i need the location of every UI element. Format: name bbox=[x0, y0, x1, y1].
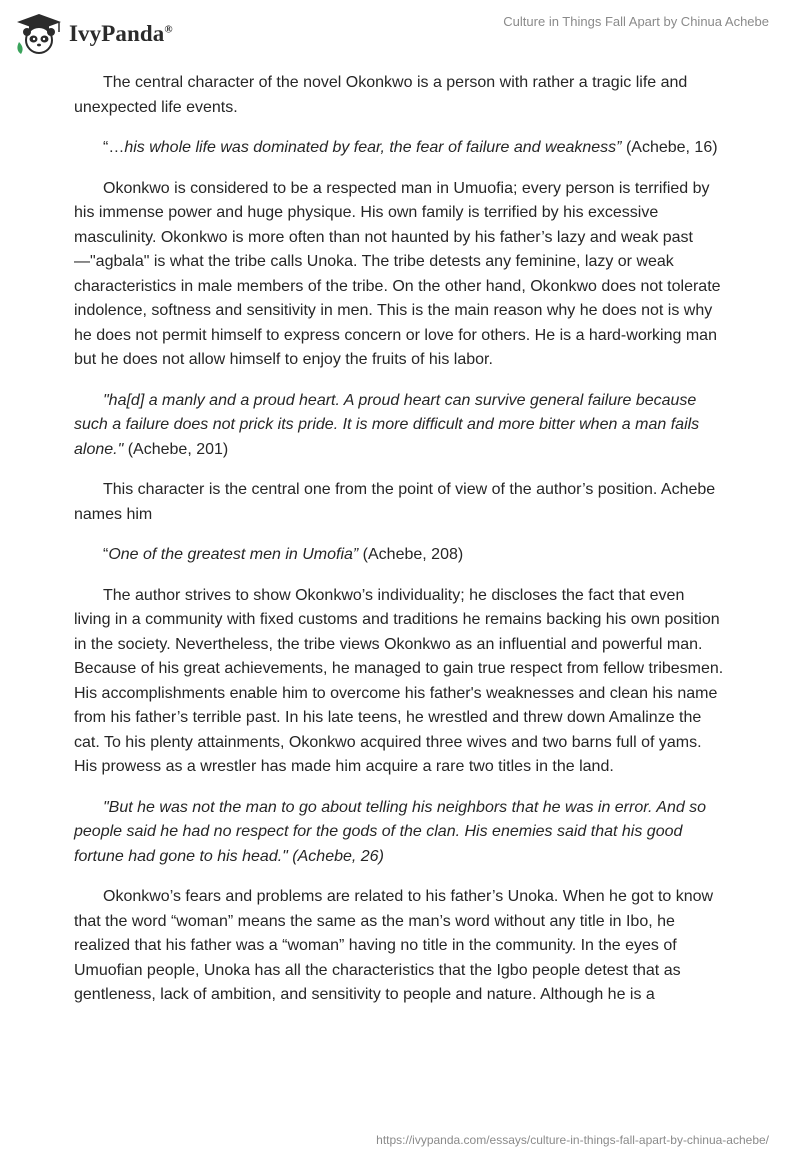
ivypanda-logo[interactable] bbox=[15, 12, 173, 56]
panda-graduate-icon bbox=[15, 12, 63, 56]
paragraph-1: The central character of the novel Okonkwo is a person with rather a tragic life and unexpected life events. bbox=[74, 74, 688, 116]
logo-text: IvyPanda® bbox=[69, 21, 173, 46]
page-header bbox=[0, 0, 800, 70]
quote-4: "But he was not the man to go about telling his neighbors that he was in error. And so people said he had no respect for the gods of the clan. His enemies said that his good fortune had gone to his head." (Achebe, 26) bbox=[74, 798, 707, 865]
essay-body bbox=[74, 71, 724, 1024]
quote-2: "ha[d] a manly and a proud heart. A proud heart can survive general failure because such a failure does not prick its pride. It is more difficult and more bitter when a man fails alone." (Achebe, 201) bbox=[74, 391, 700, 458]
quote-3: “One of the greatest men in Umofia” (Achebe, 208) bbox=[103, 546, 464, 563]
document-title: Culture in Things Fall Apart by Chinua Achebe bbox=[503, 14, 769, 29]
paragraph-3: This character is the central one from the point of view of the author’s position. Achebe names him bbox=[74, 481, 716, 523]
paragraph-5: Okonkwo’s fears and problems are related to his father’s Unoka. When he got to know that the word “woman” means the same as the man’s word without any title in Ibo, he realized that his father was a “woman” having no title in the community. In the eyes of Umuofian people, Unoka has all the characteristics that the Igbo people detest that as gentleness, lack of ambition, and sensitivity to people and nature. Although he is a bbox=[74, 888, 714, 1003]
paragraph-2: Okonkwo is considered to be a respected man in Umuofia; every person is terrified by his immense power and huge physique. His own family is terrified by his excessive masculinity. Okonkwo is more often than not haunted by his father’s lazy and weak past —"agbala" is what the tribe calls Unoka. The tribe detests any feminine, lazy or weak characteristics in male members of the tribe. On the other hand, Okonkwo does not tolerate indolence, softness and sensitivity in men. This is the main reason why he does not is why he does not permit himself to express concern or love for others. He is a hard-working man but he does not allow himself to enjoy the fruits of his labor. bbox=[74, 179, 721, 368]
quote-1: “…his whole life was dominated by fear, the fear of failure and weakness” (Achebe, 16) bbox=[103, 139, 718, 156]
paragraph-4: The author strives to show Okonkwo’s individuality; he discloses the fact that even living in a community with fixed customs and traditions he remains backing his own position in the society. Nevertheless, the tribe views Okonkwo as an influential and powerful man. Because of his great achievements, he managed to gain true respect from fellow tribesmen. His accomplishments enable him to overcome his father's weaknesses and clean his name from his father’s terrible past. In his late teens, he wrestled and threw down Amalinze the cat. To his plenty attainments, Okonkwo acquired three wives and two barns full of yams. His prowess as a wrestler has made him acquire a rare two titles in the land. bbox=[74, 586, 724, 775]
source-url[interactable]: https://ivypanda.com/essays/culture-in-things-fall-apart-by-chinua-achebe/ bbox=[376, 1133, 769, 1147]
